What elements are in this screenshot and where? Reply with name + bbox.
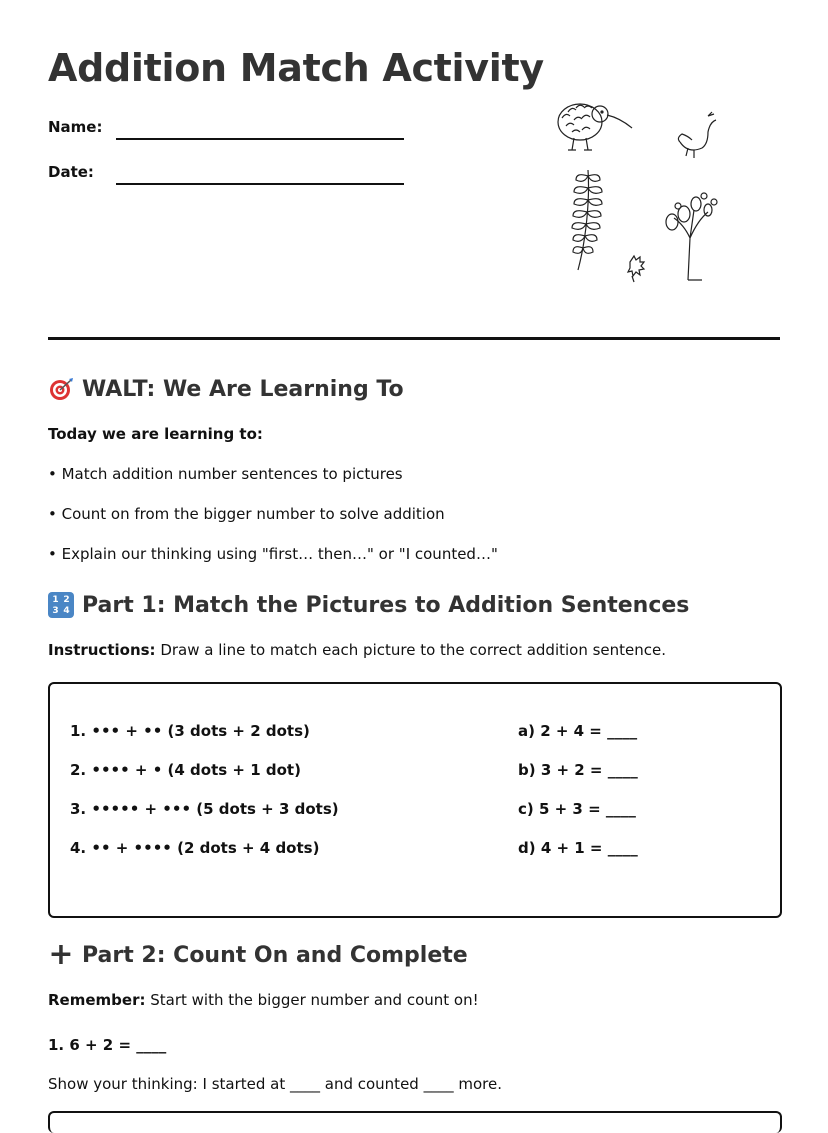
sentence-item-a[interactable]: a) 2 + 4 = ____ [518,722,638,740]
picture-item-3[interactable]: 3. ••••• + ••• (5 dots + 3 dots) [70,800,339,818]
walt-heading [48,376,404,402]
part2-heading-text: Part 2: Count On and Complete [82,942,468,968]
part2-question-1: 1. 6 + 2 = ____ [48,1036,167,1054]
fern-icon [572,170,602,270]
leaf-icon [628,256,644,282]
walt-bullet-2: • Count on from the bigger number to solve addition [48,505,445,523]
picture-item-2[interactable]: 2. •••• + • (4 dots + 1 dot) [70,761,301,779]
remember-text: Start with the bigger number and count on! [145,991,479,1009]
matching-box [48,682,782,918]
sentence-item-b[interactable]: b) 3 + 2 = ____ [518,761,638,779]
part2-thinking: Show your thinking: I started at ____ and counted ____ more. [48,1075,502,1093]
date-label: Date: [48,163,94,181]
target-icon [48,376,74,402]
name-label: Name: [48,118,103,136]
part1-heading-text: Part 1: Match the Pictures to Addition Sentences [82,592,690,618]
part1-heading [48,592,689,618]
picture-item-1[interactable]: 1. ••• + •• (3 dots + 2 dots) [70,722,310,740]
part2-remember [48,991,479,1009]
sentence-item-c[interactable]: c) 5 + 3 = ____ [518,800,636,818]
tree-icon [666,193,717,280]
part2-heading [48,937,468,972]
part2-answer-box[interactable] [48,1111,782,1133]
date-field[interactable] [116,183,404,185]
picture-item-4[interactable]: 4. •• + •••• (2 dots + 4 dots) [70,839,320,857]
section-divider [48,337,780,340]
walt-bullet-1: • Match addition number sentences to pictures [48,465,403,483]
instructions-label: Instructions: [48,641,156,659]
small-bird-icon [678,112,716,158]
page-title: Addition Match Activity [48,46,544,90]
instructions-text: Draw a line to match each picture to the correct addition sentence. [155,641,667,659]
walt-bullet-3: • Explain our thinking using "first… then…" or "I counted…" [48,545,498,563]
part1-instructions [48,641,666,659]
remember-label: Remember: [48,991,146,1009]
nature-illustration [548,90,728,290]
sentence-item-d[interactable]: d) 4 + 1 = ____ [518,839,638,857]
kiwi-bird-icon [558,104,632,150]
walt-intro: Today we are learning to: [48,425,263,443]
input-numbers-icon: 1 2 3 4 [48,592,74,618]
plus-icon: + [48,937,74,972]
name-field[interactable] [116,138,404,140]
walt-heading-text: WALT: We Are Learning To [82,376,404,402]
